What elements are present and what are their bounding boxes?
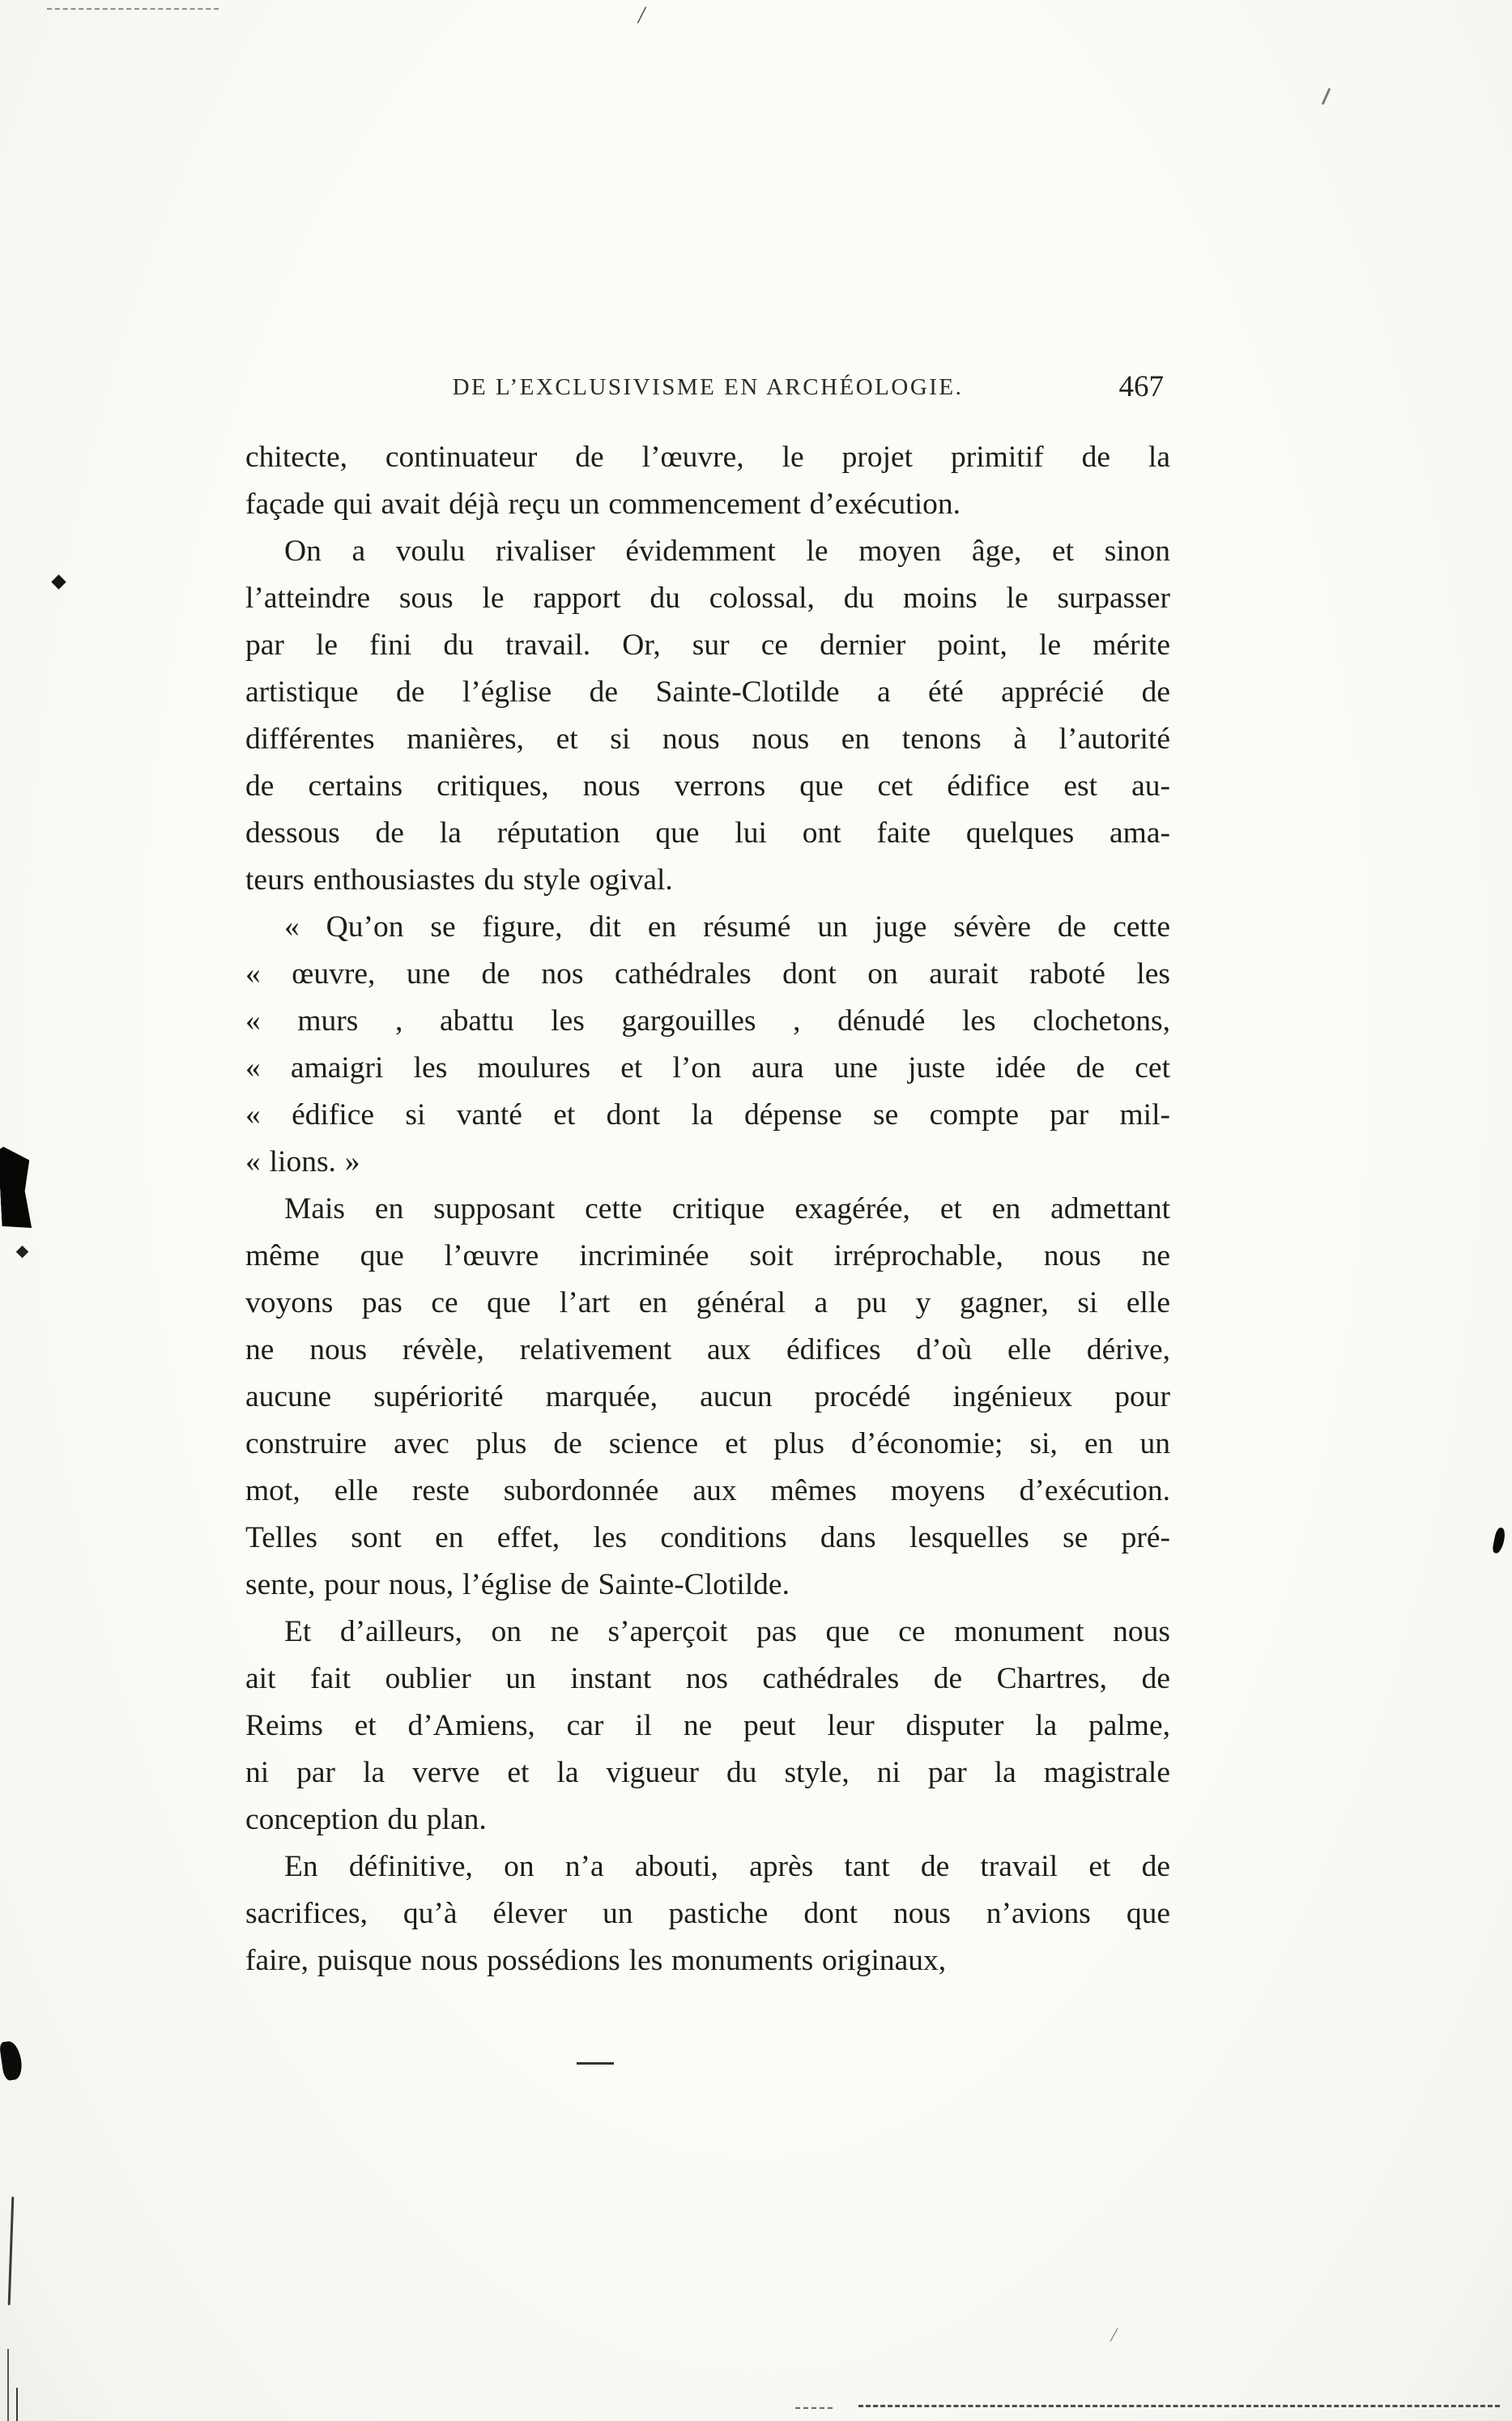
scan-slash-mark-bottom: /	[1109, 2322, 1119, 2347]
scan-slash-mark-top: /	[636, 0, 648, 30]
text-line: Et d’ailleurs, on ne s’aperçoit pas que ce monument nous	[284, 1615, 1170, 1648]
text-line: Telles sont en effet, les conditions dans lesquelles se pré-	[245, 1521, 1170, 1554]
scan-dashed-line-bottom-right-short	[795, 2407, 833, 2409]
paragraph	[245, 1609, 1170, 1843]
text-line: sente, pour nous, l’église de Sainte-Clotilde.	[245, 1568, 790, 1601]
text-line: façade qui avait déjà reçu un commencement d’exécution.	[245, 488, 960, 521]
text-line: construire avec plus de science et plus d’économie; si, en un	[245, 1427, 1170, 1460]
scan-dashed-mark-top-left	[47, 8, 219, 10]
scan-dashed-line-bottom-right	[858, 2405, 1500, 2407]
text-line: ait fait oublier un instant nos cathédrales de Chartres, de	[245, 1662, 1170, 1695]
running-header-title: DE L’EXCLUSIVISME EN ARCHÉOLOGIE.	[452, 374, 964, 400]
text-line: conception du plan.	[245, 1803, 487, 1836]
text-line: « Qu’on se figure, dit en résumé un juge sévère de cette	[284, 910, 1170, 944]
text-line: même que l’œuvre incriminée soit irréprochable, nous ne	[245, 1239, 1170, 1272]
text-line: ni par la verve et la vigueur du style, ni par la magistrale	[245, 1756, 1170, 1789]
paragraph	[245, 1186, 1170, 1609]
page-number: 467	[1118, 370, 1164, 403]
text-line: faire, puisque nous possédions les monuments originaux,	[245, 1944, 947, 1977]
text-line: teurs enthousiastes du style ogival.	[245, 863, 673, 897]
running-header	[245, 370, 1170, 411]
ink-blot-mark-left	[0, 1145, 33, 1230]
text-line: de certains critiques, nous verrons que cet édifice est au-	[245, 769, 1170, 803]
text-line: voyons pas ce que l’art en général a pu y gagner, si elle	[245, 1286, 1170, 1319]
text-line: sacrifices, qu’à élever un pastiche dont nous n’avions que	[245, 1897, 1170, 1930]
scan-vertical-tick-bottom	[16, 2388, 18, 2421]
text-line: On a voulu rivaliser évidemment le moyen âge, et sinon	[284, 535, 1170, 568]
text-column	[245, 370, 1170, 1984]
margin-star-mark	[51, 574, 66, 589]
paragraph	[245, 434, 1170, 528]
text-line: chitecte, continuateur de l’œuvre, le projet primitif de la	[245, 441, 1170, 474]
text-line: Mais en supposant cette critique exagérée, et en admettant	[284, 1192, 1170, 1225]
text-body	[245, 434, 1170, 1984]
text-line: différentes manières, et si nous nous en tenons à l’autorité	[245, 722, 1170, 756]
text-line: l’atteindre sous le rapport du colossal, du moins le surpasser	[245, 582, 1170, 615]
margin-star-mark-small	[16, 1246, 29, 1259]
text-line: « amaigri les moulures et l’on aura une juste idée de cet	[245, 1051, 1170, 1085]
paragraph	[245, 1843, 1170, 1984]
paragraph	[245, 528, 1170, 904]
text-line: « lions. »	[245, 1145, 360, 1179]
text-line: En définitive, on n’a abouti, après tant de travail et de	[284, 1850, 1170, 1883]
text-line: Reims et d’Amiens, car il ne peut leur disputer la palme,	[245, 1709, 1170, 1742]
scan-vertical-line-mark	[8, 2197, 15, 2305]
text-line: « œuvre, une de nos cathédrales dont on aurait raboté les	[245, 957, 1170, 991]
paragraph	[245, 904, 1170, 1186]
text-line: artistique de l’église de Sainte-Clotilde a été apprécié de	[245, 676, 1170, 709]
text-line: aucune supériorité marquée, aucun procédé ingénieux pour	[245, 1380, 1170, 1413]
ink-mark-right-margin	[1492, 1527, 1506, 1554]
text-line: « murs , abattu les gargouilles , dénudé les clochetons,	[245, 1004, 1170, 1038]
separator-dash	[577, 2062, 614, 2065]
ink-blot-mark-left-lower	[0, 2040, 23, 2082]
text-line: mot, elle reste subordonnée aux mêmes moyens d’exécution.	[245, 1474, 1170, 1507]
scan-tick-mark-right	[1322, 87, 1331, 104]
text-line: ne nous révèle, relativement aux édifices d’où elle dérive,	[245, 1333, 1170, 1366]
text-line: « édifice si vanté et dont la dépense se compte par mil-	[245, 1098, 1170, 1132]
text-line: par le fini du travail. Or, sur ce dernier point, le mérite	[245, 629, 1170, 662]
scan-vertical-line-mark-bottom	[7, 2349, 9, 2421]
text-line: dessous de la réputation que lui ont faite quelques ama-	[245, 816, 1170, 850]
